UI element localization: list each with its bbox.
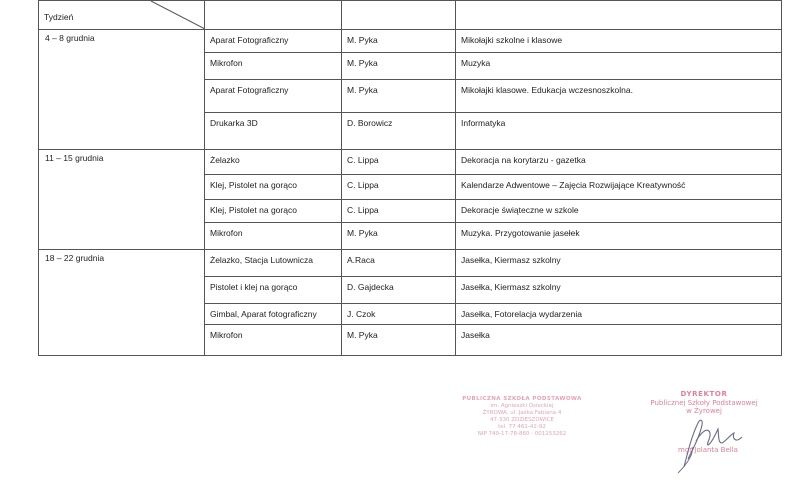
teacher-cell: D. Gajdecka	[342, 277, 456, 304]
header-teacher-cell	[342, 1, 456, 30]
activity-cell: Mikołajki klasowe. Edukacja wczesnoszkolna.	[456, 80, 782, 113]
equipment-cell: Klej, Pistolet na gorąco	[205, 200, 342, 223]
school-stamp	[452, 396, 592, 438]
director-stamp-title: DYREKTOR	[680, 390, 728, 398]
teacher-cell: M. Pyka	[342, 53, 456, 80]
teacher-cell: D. Borowicz	[342, 113, 456, 150]
school-stamp-line: PUBLICZNA SZKOŁA PODSTAWOWA	[462, 396, 582, 402]
teacher-cell: A.Raca	[342, 250, 456, 277]
equipment-schedule-table	[38, 0, 782, 356]
teacher-cell: M. Pyka	[342, 223, 456, 250]
activity-cell: Muzyka	[456, 53, 782, 80]
activity-cell: Mikołajki szkolne i klasowe	[456, 30, 782, 53]
activity-cell: Jasełka, Kiermasz szkolny	[456, 250, 782, 277]
teacher-cell: M. Pyka	[342, 325, 456, 356]
equipment-cell: Gimbal, Aparat fotograficzny	[205, 304, 342, 325]
week-cell: 18 – 22 grudnia	[39, 250, 205, 356]
school-stamp-line: NIP 749-17-78-860 · 001153262	[477, 431, 567, 437]
director-stamp-line: Publicznej Szkoły Podstawowej	[650, 398, 758, 407]
equipment-cell: Mikrofon	[205, 223, 342, 250]
activity-cell: Dekoracje świąteczne w szkole	[456, 200, 782, 223]
activity-cell: Dekoracja na korytarzu - gazetka	[456, 150, 782, 175]
activity-cell: Jasełka	[456, 325, 782, 356]
activity-cell: Informatyka	[456, 113, 782, 150]
teacher-cell: J. Czok	[342, 304, 456, 325]
director-stamp-line: w Żyrowej	[686, 407, 722, 415]
activity-cell: Muzyka. Przygotowanie jasełek	[456, 223, 782, 250]
school-stamp-line: im. Agnieszki Osieckiej	[490, 403, 554, 409]
teacher-cell: M. Pyka	[342, 30, 456, 53]
school-stamp-line: 47-330 ZDZIESZOWICE	[489, 417, 555, 423]
equipment-cell: Aparat Fotograficzny	[205, 30, 342, 53]
equipment-cell: Aparat Fotograficzny	[205, 80, 342, 113]
week-cell: 4 – 8 grudnia	[39, 30, 205, 150]
school-stamp-line: tel. 77 461-42-92	[498, 424, 546, 430]
director-name: mgr Jolanta Bella	[678, 446, 738, 454]
equipment-cell: Mikrofon	[205, 325, 342, 356]
handwritten-signature	[648, 403, 758, 475]
teacher-cell: M. Pyka	[342, 80, 456, 113]
header-activity-cell	[456, 1, 782, 30]
equipment-cell: Pistolet i klej na gorąco	[205, 277, 342, 304]
week-header-label: Tydzień	[44, 12, 74, 22]
activity-cell: Jasełka, Fotorelacja wydarzenia	[456, 304, 782, 325]
equipment-cell: Drukarka 3D	[205, 113, 342, 150]
activity-cell: Kalendarze Adwentowe – Zajęcia Rozwijające Kreatywność	[456, 175, 782, 200]
equipment-cell: Żelazko	[205, 150, 342, 175]
table-row	[39, 30, 782, 53]
teacher-cell: C. Lippa	[342, 175, 456, 200]
teacher-cell: C. Lippa	[342, 200, 456, 223]
table-row	[39, 250, 782, 277]
week-cell: 11 – 15 grudnia	[39, 150, 205, 250]
header-week-cell	[39, 1, 205, 30]
equipment-cell: Żelazko, Stacja Lutownicza	[205, 250, 342, 277]
teacher-cell: C. Lippa	[342, 150, 456, 175]
school-stamp-line: ŻYROWA, ul. Jaśka Fabiana 4	[482, 410, 562, 416]
header-equipment-cell	[205, 1, 342, 30]
equipment-cell: Klej, Pistolet na gorąco	[205, 175, 342, 200]
equipment-cell: Mikrofon	[205, 53, 342, 80]
table-row	[39, 150, 782, 175]
header-row	[39, 1, 782, 30]
activity-cell: Jasełka, Kiermasz szkolny	[456, 277, 782, 304]
